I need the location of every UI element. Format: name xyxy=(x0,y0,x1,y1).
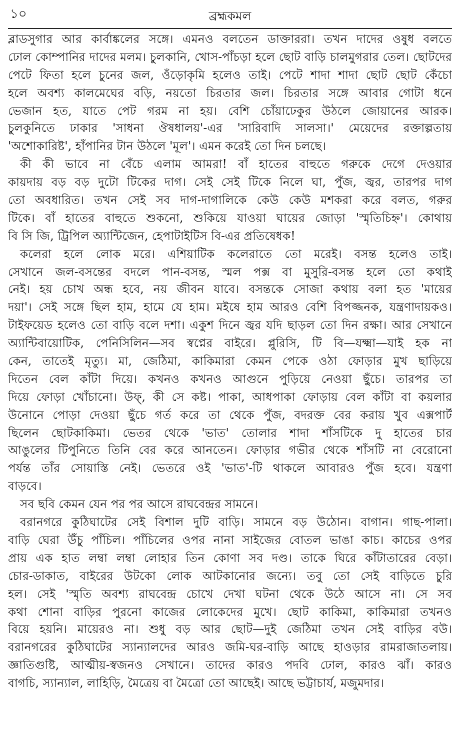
text-line: ঢোল কোম্পানির দাদের মলম। চুলকানি, খোস-পাঁচড়া হলে ছোট বাড়ি চালমুগরার তেল। ছোটদের xyxy=(8,49,452,64)
text-line: দিতেন বেল কাঁটা দিয়ে। কখনও কখনও আগুনে পুড়িয়ে নেওয়া ছুঁচে। তারপর তা xyxy=(8,371,452,386)
text-line: দিয়ে ফোড়া খোঁচানো। উফ্, কী সে কষ্ট। পাকা, আধপাকা ফোড়ায় বেল কাঁটা বা কয়লার xyxy=(8,389,452,404)
text-line: টাইফয়েড হলেও তো বাড়ি বলে দশা। একুশ দিনে জ্বর যদি ছাড়ল তো দিন রক্ষা। আর সেখানে xyxy=(8,318,452,333)
text-line: কায়দায় বড় বড় দুটো টিকের দাগ। সেই সেই টিকে নিলে ঘা, পুঁজ, জ্বর, তারপর দাগ xyxy=(8,175,452,190)
running-title: ব্রহ্মকমল xyxy=(208,9,252,23)
paragraph xyxy=(8,156,452,245)
paragraph xyxy=(8,31,452,156)
text-line: বাগচি, স্যান্যাল, লাহিড়ি, মৈত্রেয় বা মৈত্রো তো আছেই। আছে ভট্টাচার্য, মজুমদার। xyxy=(8,676,385,691)
page-header xyxy=(8,4,452,29)
text-line: বিয়ে হয়নি। মায়েরও না। শুধু বড় আর ছোট—দুই জেঠিমা তখন সেই বাড়ির বউ। xyxy=(8,622,452,637)
text-line: নেই। হয় চোখ অন্ধ হবে, নয় জীবন যাবে। বসন্তকে সোজা কথায় বলা হত 'মায়ের xyxy=(8,282,452,297)
paragraph xyxy=(8,246,452,496)
text-line: সব ছবি কেমন যেন পর পর আসে রাঘবেন্দ্রর সামনে। xyxy=(20,497,259,512)
text-line: কী কী ভাবে না বেঁচে এলাম আমরা! বাঁ হাতের বাহুতে গরুকে দেগে দেওয়ার xyxy=(20,157,452,172)
text-line: কথা শোনা বাড়ির পুরনো কাজের লোকেদের মুখে। ছোট কাকিমা, কাকিমারা তখনও xyxy=(8,604,452,619)
text-line: পর্যন্ত তাঁর সোয়াস্তি নেই। ভেতরে ওই 'ভাত'-টি থাকলে আবারও পুঁজ হবে। যন্ত্রণা xyxy=(8,461,452,476)
text-line: হলে অবশ্য কালমেঘের বড়ি, নয়তো চিরতার জল। চিরতার সঙ্গে আবার গোটা ধনে xyxy=(8,85,452,100)
text-line: চোর-ডাকাত, বাইরের উটকো লোক আটকানোর জন্যে। তবু তো সেই বাড়িতে চুরি xyxy=(8,568,452,583)
text-line: সেখানে জল-বসন্তের বদলে পান-বসন্ত, স্মল পক্স বা মুসুরি-বসন্ত হলে তো কথাই xyxy=(8,264,452,279)
text-line: বরানগরের কুঠিঘাটের স্যান্যালদের আরও জমি-ঘর-বাড়ি আছে হাওড়ার রামরাজাতলায়। xyxy=(8,640,452,655)
text-line: চুলকুনিতে ঢাকার 'সাধনা ঔষধালয়'-এর 'সারিবাদি সালসা।' মেয়েদের রক্তাল্পতায় xyxy=(8,121,452,136)
text-line: পেটে ফিতা হলে চুনের জল, ওঁড়োকৃমি হলেও তাই। পেটে শাদা শাদা ছোট ছোট কেঁচো xyxy=(8,67,452,82)
text-line: ছিলেন ছোটকাকিমা। ভেতর থেকে 'ভাত' তোলার শাদা শাঁসটিকে দু হাতের চার xyxy=(8,425,452,440)
text-line: কেন, তাতেই মৃত্যু। মা, জেঠিমা, কাকিমারা কেমন পেকে ওঠা ফোড়ার মুখ ছাড়িয়ে xyxy=(8,354,452,369)
body-text xyxy=(8,31,452,742)
text-line: বাড়বে। xyxy=(8,479,42,494)
page-number: ১০ xyxy=(10,7,27,22)
text-line: ব্লাডসুগার আর কার্বাঙ্কলের সঙ্গে। এমনও বলতেন ডাক্তাররা। তখন দাদের ওষুধ বলতে xyxy=(8,32,452,46)
text-line: হল। সেই 'স্মৃতি অবশ্য রাঘবেন্দ্র চোখে দেখা ঘটনা থেকে উঠে আসে না। সে সব xyxy=(8,586,452,601)
text-line: দয়া'। সেই সঙ্গে ছিল হাম, হামে যে হাম। মইষে হাম আরও বেশি বিপজ্জনক, যন্ত্রণাদায়কও। xyxy=(8,300,452,315)
text-line: বরানগরে কুঠিঘাটের সেই বিশাল দুটি বাড়ি। সামনে বড় উঠোন। বাগান। গাছ-পালা। xyxy=(20,515,452,530)
text-line: জ্ঞাতিগুষ্টি, আত্মীয়-স্বজনও সেখানে। তাদের কারও পদবি ঢোল, কারও ঝাঁ। কারও xyxy=(8,658,452,673)
text-line: অ্যান্টিবায়োটিক, পেনিসিলিন—সব স্বপ্নের বাইরে। প্লুরিসি, টি বি—যক্ষ্মা—যাই হক না xyxy=(8,336,452,351)
text-line: প্রায় এক হাত লম্বা লম্বা লোহার তিন কোণা সব দণ্ড। তাকে ঘিরে কাঁটাতারের বেড়া। xyxy=(8,550,452,565)
paragraph xyxy=(8,496,452,514)
text-line: ভেজান হত, যাতে পেট গরম না হয়। বেশি চোঁয়াঢেকুর উঠলে জোয়ানের আরক। xyxy=(8,103,452,118)
text-line: টিকে। বাঁ হাতের বাহুতে শুকনো, শুকিয়ে যাওয়া ঘায়ের জোড়া 'স্মৃতিচিহ্ন'। কোথায় xyxy=(8,210,452,225)
text-line: উনোনে পোড়া দেওয়া ছুঁচে গর্ত করে তা থেকে পুঁজ, বদরক্ত বের করায় খুব এক্সপার্ট xyxy=(8,407,452,422)
paragraph xyxy=(8,514,452,693)
text-line: তো অবধারিত। তখন সেই সব দাগ-দাগালিকে কেউ কেউ মশকরা করে বলত, গরুর xyxy=(8,193,452,208)
text-line: 'অশোকারিষ্ট', হাঁপানির টান উঠলে 'মূল'। এমন করেই তো দিন চলছে। xyxy=(8,139,327,154)
text-line: বি সি জি, ট্রিপিল অ্যান্টিজেন, হেপাটাইটিস বি-এর প্রতিষেধক! xyxy=(8,228,296,243)
text-line: কলেরা হলে লোক মরে। এশিয়াটিক কলেরাতে তো মরেই। বসন্ত হলেও তাই। xyxy=(20,246,452,261)
text-line: বাড়ি ঘেরা উঁচু পাঁচিল। পাঁচিলের ওপর নানা সাইজের বোতল ভাঙা কাচ। কাচের ওপর xyxy=(8,532,452,547)
text-line: আঙুলের টিপুনিতে তিনি বের করে আনতেন। ফোড়ার গভীর থেকে শাঁসটি না বেরোনো xyxy=(8,443,452,458)
